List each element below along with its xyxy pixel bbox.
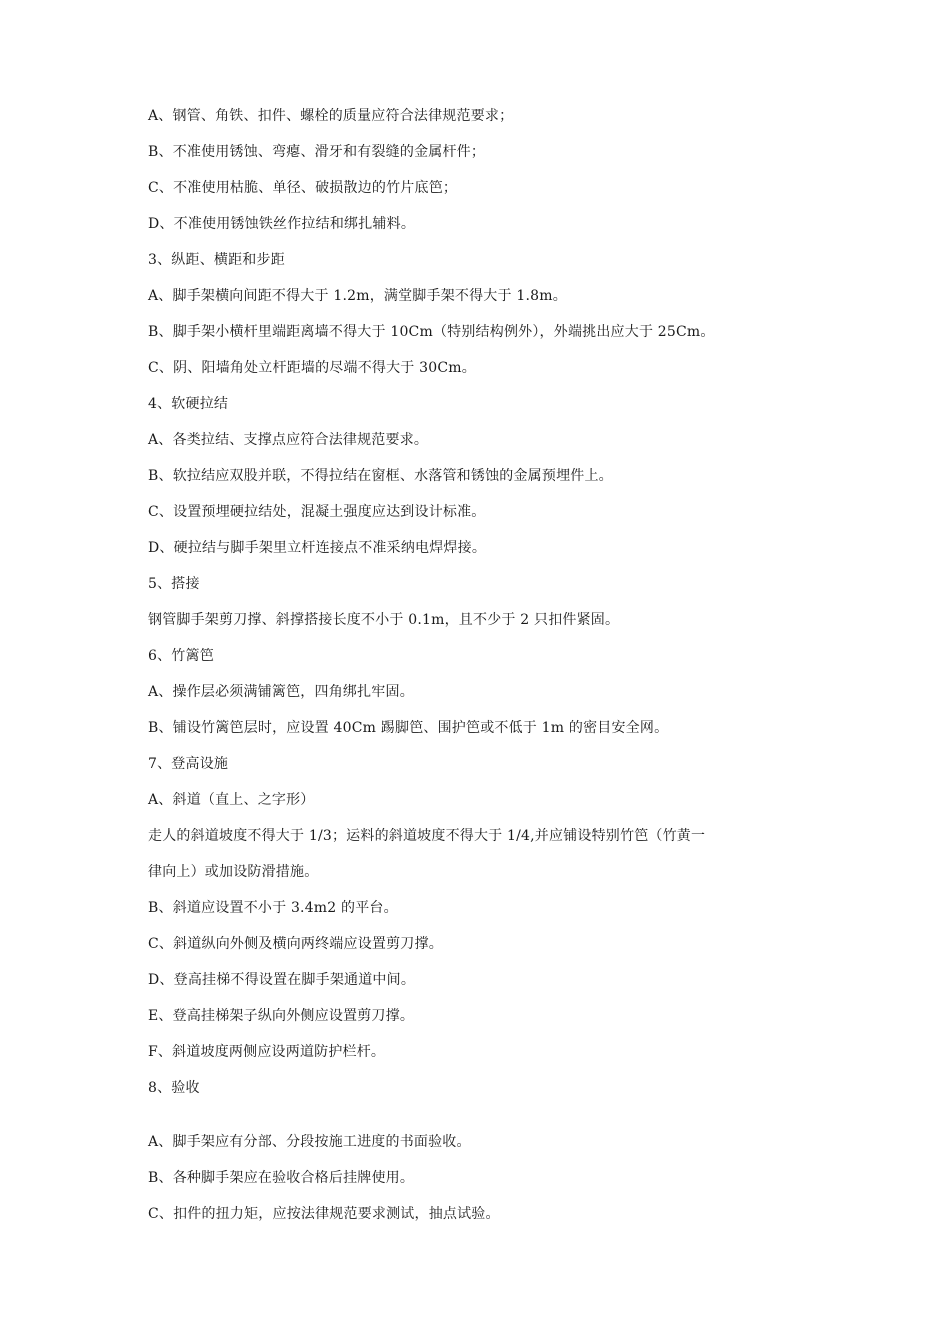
text-line: B、斜道应设置不小于 3.4m2 的平台。: [148, 900, 398, 916]
paragraph-gap: [148, 1112, 788, 1130]
text-line: B、铺设竹篱笆层时，应设置 40Cm 踢脚笆、围护笆或不低于 1m 的密目安全网。: [148, 720, 669, 736]
text-line: 律向上）或加设防滑措施。: [148, 864, 319, 880]
section-heading: 7、登高设施: [148, 756, 229, 772]
section-heading: 3、纵距、横距和步距: [148, 252, 285, 268]
text-line: D、登高挂梯不得设置在脚手架通道中间。: [148, 972, 416, 988]
section-heading: 6、竹篱笆: [148, 648, 214, 664]
text-line: 钢管脚手架剪刀撑、斜撑搭接长度不小于 0.1m，且不少于 2 只扣件紧固。: [148, 612, 620, 628]
text-line: C、阴、阳墙角处立杆距墙的尽端不得大于 30Cm。: [148, 360, 476, 376]
text-line: A、斜道（直上、之字形）: [148, 792, 315, 808]
text-line: C、斜道纵向外侧及横向两终端应设置剪刀撑。: [148, 936, 443, 952]
text-line: F、斜道坡度两侧应设两道防护栏杆。: [148, 1044, 386, 1060]
text-line: A、脚手架应有分部、分段按施工进度的书面验收。: [148, 1134, 471, 1150]
section-heading: 4、软硬拉结: [148, 396, 229, 412]
text-line: B、软拉结应双股并联，不得拉结在窗框、水落管和锈蚀的金属预埋件上。: [148, 468, 613, 484]
section-heading: 8、验收: [148, 1080, 200, 1096]
section-heading: 5、搭接: [148, 576, 200, 592]
text-line: D、不准使用锈蚀铁丝作拉结和绑扎辅料。: [148, 216, 416, 232]
text-line: A、脚手架横向间距不得大于 1.2m，满堂脚手架不得大于 1.8m。: [148, 288, 567, 304]
text-line: B、脚手架小横杆里端距离墙不得大于 10Cm（特别结构例外），外端挑出应大于 25Cm。: [148, 324, 715, 340]
text-line: 走人的斜道坡度不得大于 1/3；运料的斜道坡度不得大于 1/4,并应铺设特别竹笆（竹黄一: [148, 828, 706, 844]
text-line: C、不准使用枯脆、单径、破损散边的竹片底笆；: [148, 180, 458, 196]
text-line: A、各类拉结、支撑点应符合法律规范要求。: [148, 432, 429, 448]
text-line: C、扣件的扭力矩，应按法律规范要求测试，抽点试验。: [148, 1206, 500, 1222]
text-line: D、硬拉结与脚手架里立杆连接点不准采纳电焊焊接。: [148, 540, 487, 556]
text-line: A、钢管、角铁、扣件、螺栓的质量应符合法律规范要求；: [148, 108, 514, 124]
document-body: [148, 104, 788, 1238]
text-line: C、设置预埋硬拉结处，混凝土强度应达到设计标准。: [148, 504, 486, 520]
text-line: E、登高挂梯架子纵向外侧应设置剪刀撑。: [148, 1008, 415, 1024]
text-line: B、各种脚手架应在验收合格后挂牌使用。: [148, 1170, 415, 1186]
text-line: B、不准使用锈蚀、弯瘪、滑牙和有裂缝的金属杆件；: [148, 144, 486, 160]
text-line: A、操作层必须满铺篱笆，四角绑扎牢固。: [148, 684, 414, 700]
